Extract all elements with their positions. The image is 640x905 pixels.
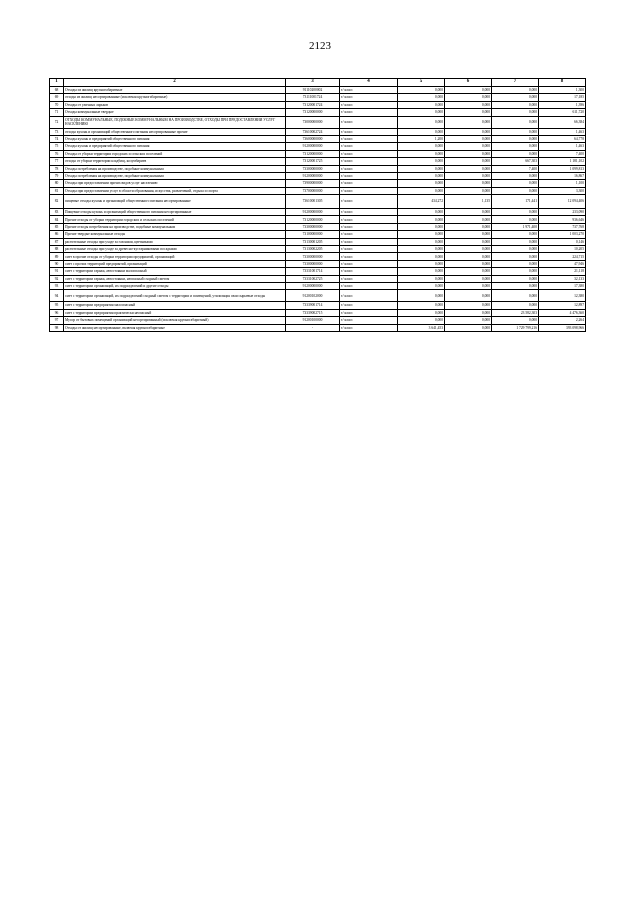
cell-c7: 0,000 <box>492 246 539 253</box>
cell-c5: 0,000 <box>398 187 445 194</box>
cell-n: 94 <box>50 290 64 302</box>
cell-c6: 0,000 <box>445 101 492 108</box>
cell-n: 73 <box>50 128 64 135</box>
cell-c5: 0,000 <box>398 87 445 94</box>
cell-c8: 737,768 <box>539 223 586 230</box>
cell-name: Прочие отходы от уборки территории городских и сельских поселений <box>64 216 286 223</box>
column-header: 8 <box>539 79 586 87</box>
cell-code: 73000000000 <box>286 116 340 128</box>
cell-code: 73120000000 <box>286 150 340 157</box>
cell-c8: 12,380 <box>539 290 586 302</box>
cell-n: 91 <box>50 268 64 275</box>
cell-code: 73100000000 <box>286 231 340 238</box>
cell-c6: 0,000 <box>445 290 492 302</box>
cell-name: смет с территории организаций, их подразделений сходный сметом с территории и помещений, утилизация сваи сырьевые отходы <box>64 290 286 302</box>
cell-c8: 3,300 <box>539 187 586 194</box>
cell-unit: т/ класс <box>340 275 398 282</box>
cell-c7: 0,000 <box>492 135 539 142</box>
cell-n: 84 <box>50 216 64 223</box>
cell-n: 76 <box>50 150 64 157</box>
cell-c6: 0,000 <box>445 180 492 187</box>
cell-c5: 0,000 <box>398 216 445 223</box>
cell-name: Отходы при предоставлении услуг в области образования, искусства, развлечений, отдыха и спорта <box>64 187 286 194</box>
cell-name: Пищевые отходы кухонь и организаций общественного питания несортированные <box>64 209 286 216</box>
cell-unit: т/ класс <box>340 94 398 101</box>
cell-c7: 0,000 <box>492 282 539 289</box>
table-row <box>50 282 586 289</box>
cell-unit: т/ класс <box>340 143 398 150</box>
cell-c8: 1,463 <box>539 128 586 135</box>
cell-c5: 0,000 <box>398 150 445 157</box>
cell-code: 73610002724 <box>286 128 340 135</box>
table-row <box>50 260 586 267</box>
cell-unit: т/ класс <box>340 180 398 187</box>
cell-name: Отходы из жилищ крупногабаритные <box>64 87 286 94</box>
cell-name: смет с территории предприятия малоопасный <box>64 302 286 309</box>
cell-c7: 0,000 <box>492 187 539 194</box>
cell-n: 87 <box>50 238 64 245</box>
cell-n: 83 <box>50 209 64 216</box>
cell-c6: 0,000 <box>445 87 492 94</box>
cell-unit: т/ класс <box>340 195 398 209</box>
cell-n: 98 <box>50 324 64 331</box>
table-row <box>50 150 586 157</box>
cell-unit: т/ класс <box>340 309 398 316</box>
column-header: 4 <box>340 79 398 87</box>
cell-unit: т/ класс <box>340 158 398 165</box>
cell-c5: 0,000 <box>398 209 445 216</box>
cell-code: 91110200002 <box>286 87 340 94</box>
cell-c7: 0,000 <box>492 231 539 238</box>
cell-name: Отходы при предоставлении прочих видов услуг населению <box>64 180 286 187</box>
cell-c7: 0,000 <box>492 101 539 108</box>
table-row <box>50 290 586 302</box>
cell-c5: 0,000 <box>398 223 445 230</box>
cell-n: 81 <box>50 187 64 194</box>
cell-c7: 0,000 <box>492 290 539 302</box>
cell-n: 75 <box>50 143 64 150</box>
table-row <box>50 317 586 324</box>
cell-name: Отходы коммунальные твердые <box>64 109 286 116</box>
cell-c5: 0,000 <box>398 165 445 172</box>
cell-code: 73111001724 <box>286 94 340 101</box>
cell-n: 89 <box>50 253 64 260</box>
column-header: 1 <box>50 79 64 87</box>
cell-c5: 0,000 <box>398 180 445 187</box>
cell-unit: т/ класс <box>340 282 398 289</box>
cell-c6: 0,000 <box>445 268 492 275</box>
cell-c8: 10,205 <box>539 246 586 253</box>
cell-name: Прочие отходы потребления на производстве, подобные коммунальным <box>64 223 286 230</box>
cell-c6: 1,135 <box>445 195 492 209</box>
cell-c7: 7,400 <box>492 165 539 172</box>
cell-c8: 21,118 <box>539 268 586 275</box>
cell-c6: 0,000 <box>445 209 492 216</box>
cell-c7: 0,000 <box>492 109 539 116</box>
cell-name: пищевые отходы кухонь и организаций общественного питания несортированные <box>64 195 286 209</box>
cell-name: смет с территории гаража, автостоянки малоопасный <box>64 268 286 275</box>
cell-c8: 16,867 <box>539 172 586 179</box>
cell-c6: 0,000 <box>445 253 492 260</box>
cell-c8: 64,778 <box>539 135 586 142</box>
cell-unit: т/ класс <box>340 238 398 245</box>
cell-n: 74 <box>50 135 64 142</box>
cell-code: 73339001714 <box>286 302 340 309</box>
cell-code: 73120001724 <box>286 101 340 108</box>
cell-n: 90 <box>50 260 64 267</box>
cell-unit: т/ класс <box>340 253 398 260</box>
cell-c8: 66,384 <box>539 116 586 128</box>
cell-c6: 0,000 <box>445 223 492 230</box>
table-body <box>50 87 586 332</box>
cell-n: 82 <box>50 195 64 209</box>
cell-c5: 1,200 <box>398 135 445 142</box>
cell-c6: 0,000 <box>445 143 492 150</box>
cell-c6: 0,000 <box>445 109 492 116</box>
table-row <box>50 172 586 179</box>
cell-c5: 0,000 <box>398 282 445 289</box>
cell-name: смет в прочие отходы от уборки территории предприятий, организаций <box>64 253 286 260</box>
cell-n: 92 <box>50 275 64 282</box>
cell-c6: 0,000 <box>445 260 492 267</box>
page-number: 2123 <box>309 40 331 52</box>
cell-code: 73900000000 <box>286 180 340 187</box>
cell-c7: 0,000 <box>492 87 539 94</box>
cell-c8: 0,146 <box>539 238 586 245</box>
cell-unit: т/ класс <box>340 302 398 309</box>
cell-name: смет с территории организаций, их подразделений и другие отходы <box>64 282 286 289</box>
cell-c8: 233,090 <box>539 209 586 216</box>
cell-c5: 0,000 <box>398 317 445 324</box>
cell-n: 97 <box>50 317 64 324</box>
cell-n: 80 <box>50 180 64 187</box>
cell-c8: 12 094,406 <box>539 195 586 209</box>
cell-c5: 0,000 <box>398 238 445 245</box>
cell-c5: 0,000 <box>398 94 445 101</box>
cell-code: 73130001205 <box>286 238 340 245</box>
cell-c6: 0,000 <box>445 150 492 157</box>
cell-n: 86 <box>50 231 64 238</box>
cell-unit: т/ класс <box>340 109 398 116</box>
table-row <box>50 253 586 260</box>
cell-c8: 17,185 <box>539 94 586 101</box>
cell-c8: 1 181,102 <box>539 158 586 165</box>
cell-n: 72 <box>50 116 64 128</box>
cell-name: отходы из жилищ несортированные (исключая крупногабаритные) <box>64 94 286 101</box>
cell-code: 91200000000 <box>286 282 340 289</box>
cell-n: 96 <box>50 309 64 316</box>
cell-unit: т/ класс <box>340 324 398 331</box>
cell-c7: 0,000 <box>492 172 539 179</box>
cell-unit: т/ класс <box>340 172 398 179</box>
cell-unit: т/ класс <box>340 290 398 302</box>
cell-unit: т/ класс <box>340 231 398 238</box>
cell-c6: 0,000 <box>445 231 492 238</box>
cell-code: 91200000000 <box>286 209 340 216</box>
cell-c6: 0,000 <box>445 187 492 194</box>
cell-n: 69 <box>50 94 64 101</box>
cell-code: 73300000000 <box>286 253 340 260</box>
waste-table <box>49 78 586 332</box>
cell-unit: т/ класс <box>340 116 398 128</box>
cell-c6: 0,000 <box>445 275 492 282</box>
cell-n: 88 <box>50 246 64 253</box>
cell-c8: 1 099,813 <box>539 165 586 172</box>
cell-c7: 0,000 <box>492 116 539 128</box>
cell-c5: 0,000 <box>398 116 445 128</box>
column-header: 2 <box>64 79 286 87</box>
cell-c7: 0,000 <box>492 268 539 275</box>
cell-c6: 0,000 <box>445 135 492 142</box>
cell-c6: 0,000 <box>445 324 492 331</box>
cell-name: растительные отходы при уходе за газонами, цветниками <box>64 238 286 245</box>
cell-unit: т/ класс <box>340 216 398 223</box>
cell-c6: 0,000 <box>445 309 492 316</box>
cell-unit: т/ класс <box>340 165 398 172</box>
cell-code: - <box>286 324 340 331</box>
cell-c7: 0,000 <box>492 209 539 216</box>
cell-c5: 0,000 <box>398 158 445 165</box>
cell-code: 73300000000 <box>286 165 340 172</box>
cell-c6: 0,000 <box>445 216 492 223</box>
table-row <box>50 87 586 94</box>
cell-c8: 17,380 <box>539 282 586 289</box>
table-row <box>50 128 586 135</box>
cell-code: 91200000000 <box>286 172 340 179</box>
cell-unit: т/ класс <box>340 317 398 324</box>
cell-code: 73120000000 <box>286 109 340 116</box>
cell-c8: 936,646 <box>539 216 586 223</box>
table-row <box>50 231 586 238</box>
cell-code: 73339002715 <box>286 309 340 316</box>
cell-unit: т/ класс <box>340 128 398 135</box>
cell-code: 73300000000 <box>286 260 340 267</box>
cell-c6: 0,000 <box>445 282 492 289</box>
table-row <box>50 209 586 216</box>
cell-unit: т/ класс <box>340 246 398 253</box>
cell-n: 85 <box>50 223 64 230</box>
cell-c7: 0,000 <box>492 275 539 282</box>
cell-code: 73331002725 <box>286 275 340 282</box>
cell-c6: 0,000 <box>445 116 492 128</box>
table-row <box>50 109 586 116</box>
cell-unit: т/ класс <box>340 209 398 216</box>
cell-name: Отходы потребления на производстве, подобные коммунальным <box>64 172 286 179</box>
table-row <box>50 135 586 142</box>
cell-c5: 0,000 <box>398 253 445 260</box>
cell-c5: 0,000 <box>398 268 445 275</box>
table-row <box>50 101 586 108</box>
cell-c7: 1 971,400 <box>492 223 539 230</box>
cell-code: 73120001725 <box>286 158 340 165</box>
table-row <box>50 143 586 150</box>
cell-c5: 0,000 <box>398 290 445 302</box>
cell-code: 91200100000 <box>286 317 340 324</box>
cell-code: 73331001714 <box>286 268 340 275</box>
cell-code: 73610001305 <box>286 195 340 209</box>
cell-unit: т/ класс <box>340 135 398 142</box>
cell-c7: 0,000 <box>492 260 539 267</box>
cell-c5: 0,000 <box>398 231 445 238</box>
cell-name: Отходы от уборки территории городских и сельских поселений <box>64 150 286 157</box>
cell-unit: т/ класс <box>340 101 398 108</box>
cell-code: 91200000000 <box>286 143 340 150</box>
cell-unit: т/ класс <box>340 260 398 267</box>
table-row <box>50 187 586 194</box>
cell-c7: 0,000 <box>492 317 539 324</box>
cell-c5: 0,000 <box>398 109 445 116</box>
cell-n: 79 <box>50 172 64 179</box>
cell-code: 73120000000 <box>286 216 340 223</box>
cell-code: 73700000000 <box>286 187 340 194</box>
cell-c8: 224,715 <box>539 253 586 260</box>
table-row <box>50 275 586 282</box>
cell-c6: 0,000 <box>445 172 492 179</box>
cell-c6: 0,000 <box>445 317 492 324</box>
table-row <box>50 180 586 187</box>
cell-c8: 1,300 <box>539 87 586 94</box>
cell-c5: 0,000 <box>398 128 445 135</box>
cell-c7: 0,000 <box>492 253 539 260</box>
table-row <box>50 94 586 101</box>
cell-c7: 0,000 <box>492 238 539 245</box>
cell-c7: 0,000 <box>492 150 539 157</box>
table-header-row <box>50 79 586 87</box>
cell-c6: 0,000 <box>445 158 492 165</box>
cell-code: 73300000000 <box>286 223 340 230</box>
cell-c7: 0,000 <box>492 94 539 101</box>
cell-n: 71 <box>50 109 64 116</box>
table-row <box>50 302 586 309</box>
cell-c8: 47,946 <box>539 260 586 267</box>
cell-unit: т/ класс <box>340 87 398 94</box>
cell-unit: т/ класс <box>340 187 398 194</box>
column-header: 3 <box>286 79 340 87</box>
cell-c8: 1,463 <box>539 143 586 150</box>
cell-c5: 0,000 <box>398 246 445 253</box>
cell-c6: 0,000 <box>445 238 492 245</box>
cell-name: растительные отходы при уходе за древесно-кустарниковыми посадками <box>64 246 286 253</box>
cell-c8: 32,133 <box>539 275 586 282</box>
cell-c5: 434,272 <box>398 195 445 209</box>
table-row <box>50 216 586 223</box>
cell-name: Отходы от уличных ларьков <box>64 101 286 108</box>
cell-code: 73600000000 <box>286 135 340 142</box>
table-row <box>50 238 586 245</box>
cell-name: Отходы потребления на производстве, подобные коммунальным <box>64 165 286 172</box>
cell-name: Мусор от бытовых помещений организаций несортированный (исключая крупногабаритный) <box>64 317 286 324</box>
cell-n: 77 <box>50 158 64 165</box>
cell-n: 93 <box>50 282 64 289</box>
cell-name: Прочие твердые коммунальные отходы <box>64 231 286 238</box>
cell-unit: т/ класс <box>340 223 398 230</box>
table-row <box>50 309 586 316</box>
cell-name: смет с прочих территорий предприятий, организаций <box>64 260 286 267</box>
cell-code: 91200102000 <box>286 290 340 302</box>
cell-c8: 7,400 <box>539 150 586 157</box>
cell-c7: 667,303 <box>492 158 539 165</box>
cell-c7: 0,000 <box>492 128 539 135</box>
cell-c8: 4 476,360 <box>539 309 586 316</box>
cell-unit: т/ класс <box>340 268 398 275</box>
cell-c7: 0,000 <box>492 216 539 223</box>
cell-c7: 23 582,303 <box>492 309 539 316</box>
cell-name: отходы кухонь и организаций общественного питания несортированные прочие <box>64 128 286 135</box>
table-row <box>50 158 586 165</box>
column-header: 5 <box>398 79 445 87</box>
cell-c5: 0,000 <box>398 143 445 150</box>
cell-c5: 0,000 <box>398 172 445 179</box>
cell-c5: 0,000 <box>398 275 445 282</box>
cell-n: 68 <box>50 87 64 94</box>
cell-c7: 0,000 <box>492 180 539 187</box>
column-header: 7 <box>492 79 539 87</box>
cell-name: ОТХОДЫ КОММУНАЛЬНЫЕ, ПОДОБНЫЕ КОММУНАЛЬНЫМ НА ПРОИЗВОДСТВЕ, ОТХОДЫ ПРИ ПРЕДОСТАВЛЕНИИ УСЛУГ НАСЕЛЕНИЮ <box>64 116 286 128</box>
cell-c8: 1,100 <box>539 180 586 187</box>
cell-c8: 2,264 <box>539 317 586 324</box>
cell-c8: 1 003,270 <box>539 231 586 238</box>
cell-name: Отходы кухонь и предприятий общественного питания <box>64 135 286 142</box>
cell-c7: 171,441 <box>492 195 539 209</box>
cell-c6: 0,000 <box>445 128 492 135</box>
cell-c8: 1,396 <box>539 101 586 108</box>
cell-c5: 0,000 <box>398 260 445 267</box>
cell-c6: 0,000 <box>445 165 492 172</box>
cell-name: отходы от уборки территории кладбищ, колумбариев <box>64 158 286 165</box>
cell-c5: 0,000 <box>398 302 445 309</box>
cell-c5: 3 641,453 <box>398 324 445 331</box>
cell-c7: 1 729 799,216 <box>492 324 539 331</box>
cell-n: 95 <box>50 302 64 309</box>
cell-c5: 0,000 <box>398 309 445 316</box>
cell-code: 73130002205 <box>286 246 340 253</box>
column-header: 6 <box>445 79 492 87</box>
cell-n: 78 <box>50 165 64 172</box>
table-row <box>50 116 586 128</box>
cell-name: смет с территории гаража, автостоянки, неопасный сходный сметом <box>64 275 286 282</box>
cell-c6: 0,000 <box>445 246 492 253</box>
cell-c7: 0,000 <box>492 302 539 309</box>
cell-c6: 0,000 <box>445 302 492 309</box>
cell-c5: 0,000 <box>398 101 445 108</box>
cell-c8: 611,720 <box>539 109 586 116</box>
cell-name: Отходы кухонь и предприятий общественного питания <box>64 143 286 150</box>
cell-c7: 0,000 <box>492 143 539 150</box>
cell-unit: т/ класс <box>340 150 398 157</box>
table-row <box>50 165 586 172</box>
cell-c8: 12,897 <box>539 302 586 309</box>
table-row <box>50 246 586 253</box>
table-row <box>50 268 586 275</box>
cell-name: смет с территории предприятия практически неопасный <box>64 309 286 316</box>
cell-c6: 0,000 <box>445 94 492 101</box>
table-row <box>50 324 586 331</box>
table-row <box>50 223 586 230</box>
cell-name: Отходы от жилищ несортированные, включая крупногабаритные <box>64 324 286 331</box>
table-row <box>50 195 586 209</box>
cell-n: 70 <box>50 101 64 108</box>
cell-c8: 393 098,966 <box>539 324 586 331</box>
